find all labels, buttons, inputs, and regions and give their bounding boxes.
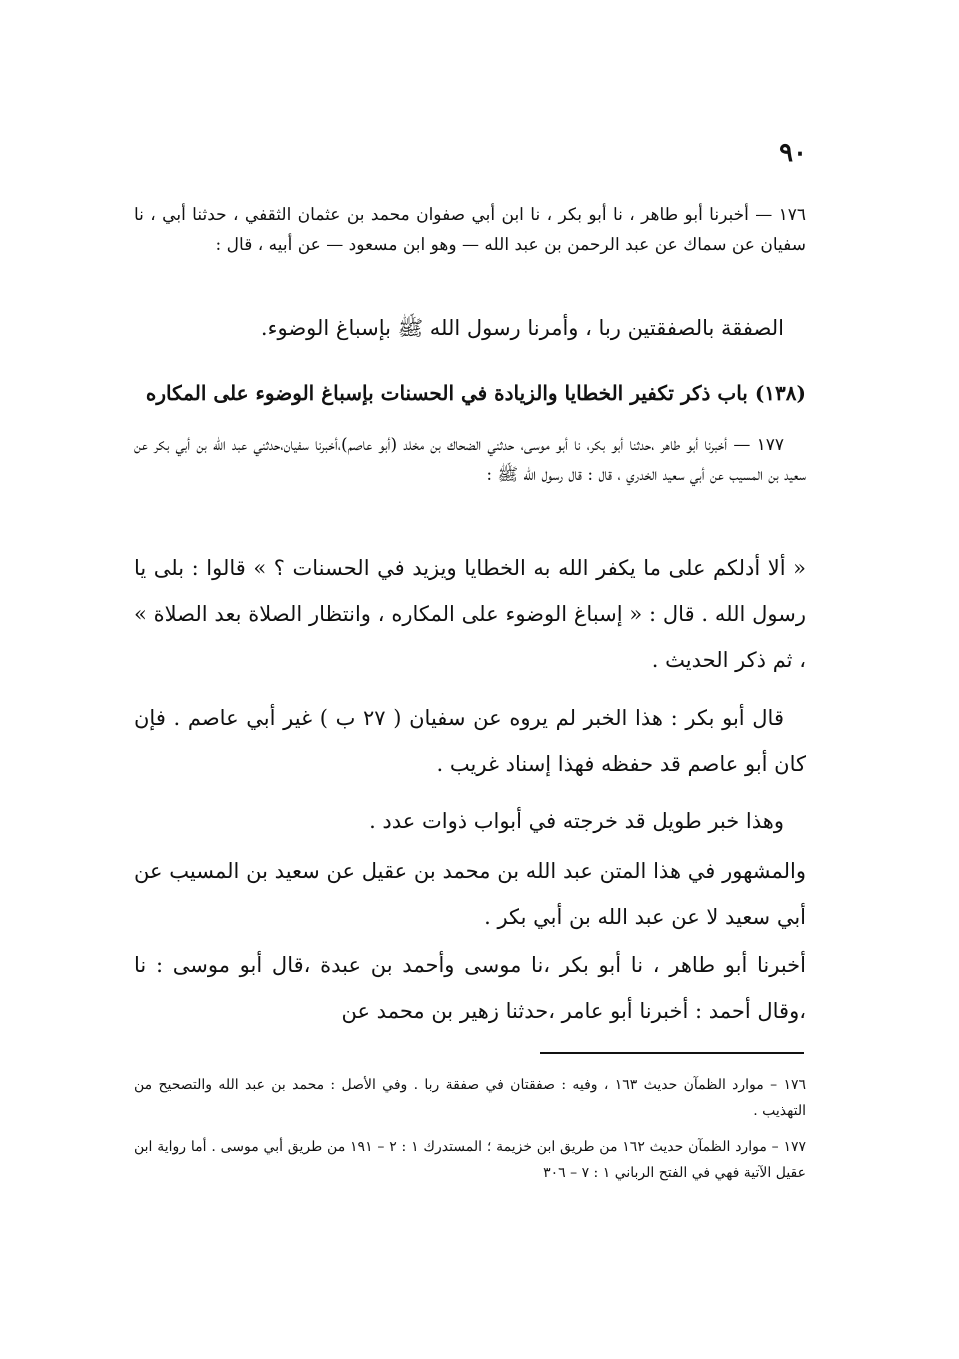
footnote-176	[134, 1072, 806, 1124]
chapter-heading-text: (١٣٨) باب ذكر تكفير الخطايا والزيادة في الحسنات بإسباغ الوضوء على المكاره	[145, 381, 806, 405]
hadith-176-isnad-text: ١٧٦ — أخبرنا أبو طاهر ، نا أبو بكر ، نا ابن أبي صفوان محمد بن عثمان الثقفي ، حدثنا أبي ، نا سفيان عن سماك عن عبد الرحمن بن عبد الله — وهو ابن مسعود — عن أبيه ، قال :	[134, 205, 806, 255]
footnote-divider	[540, 1052, 804, 1054]
commentary-paragraph: أخبرنا أبو طاهر ، نا أبو بكر ،نا موسى وأحمد بن عبدة ،قال أبو موسى : نا ،وقال أحمد : أخبرنا أبو عامر ،حدثنا زهير بن محمد عن	[134, 953, 806, 1023]
hadith-176-matn	[134, 305, 806, 351]
chapter-heading	[134, 378, 806, 408]
commentary-2	[134, 798, 806, 844]
hadith-177-isnad	[134, 430, 806, 490]
hadith-176-matn-text: الصفقة بالصفقتين ربا ، وأمرنا رسول الله ﷺ بإسباغ الوضوء.	[260, 316, 784, 340]
commentary-paragraph: والمشهور في هذا المتن عبد الله بن محمد بن عقيل عن سعيد بن المسيب عن أبي سعيد لا عن عبد الله بن أبي بكر .	[134, 859, 806, 929]
commentary-4	[134, 942, 806, 1034]
hadith-176-isnad	[134, 200, 806, 260]
commentary-1	[134, 695, 806, 787]
commentary-3	[134, 848, 806, 940]
hadith-177-isnad-text: ١٧٧ — أخبرنا أبو طاهر ،حدثنا أبو بكر، نا أبو موسى، حدثني الضحاك بن مخلد (أبو عاصم)،أخبرنا سفيان،حدثني عبد الله بن أبي بكر عن سعيد بن المسيب عن أبي سعيد الخدري ، قال : قال رسول الله ﷺ :	[134, 435, 806, 485]
hadith-177-matn-text: « ألا أدلكم على ما يكفر الله به الخطايا ويزيد في الحسنات ؟ » قالوا : بلى يا رسول الله . قال : « إسباغ الوضوء على المكاره ، وانتظار الصلاة بعد الصلاة » ، ثم ذكر الحديث .	[134, 556, 806, 672]
footnote-text: ١٧٦ – موارد الظمآن حديث ١٦٣ ، وفيه : صفقتان في صفقة ربا . وفي الأصل : محمد بن عبد الله والتصحيح من التهذيب .	[134, 1077, 806, 1119]
commentary-paragraph: قال أبو بكر : هذا الخبر لم يروه عن سفيان ( ٢٧ ب ) غير أبي عاصم . فإن كان أبو عاصم قد حفظه فهذا إسناد غريب .	[134, 706, 806, 776]
footnote-177	[134, 1134, 806, 1186]
hadith-177-matn	[134, 545, 806, 683]
commentary-paragraph: وهذا خبر طويل قد خرجته في أبواب ذوات عدد .	[369, 809, 784, 833]
page-number: ٩٠	[779, 138, 807, 168]
footnote-text: ١٧٧ – موارد الظمآن حديث ١٦٢ من طريق ابن خزيمة ؛ المستدرك ١ : ٢ – ١٩١ من طريق أبي موسى . أما رواية ابن عقيل الآتية فهي في الفتح الرباني ١ : ٧ – ٣٠٦	[134, 1139, 806, 1181]
